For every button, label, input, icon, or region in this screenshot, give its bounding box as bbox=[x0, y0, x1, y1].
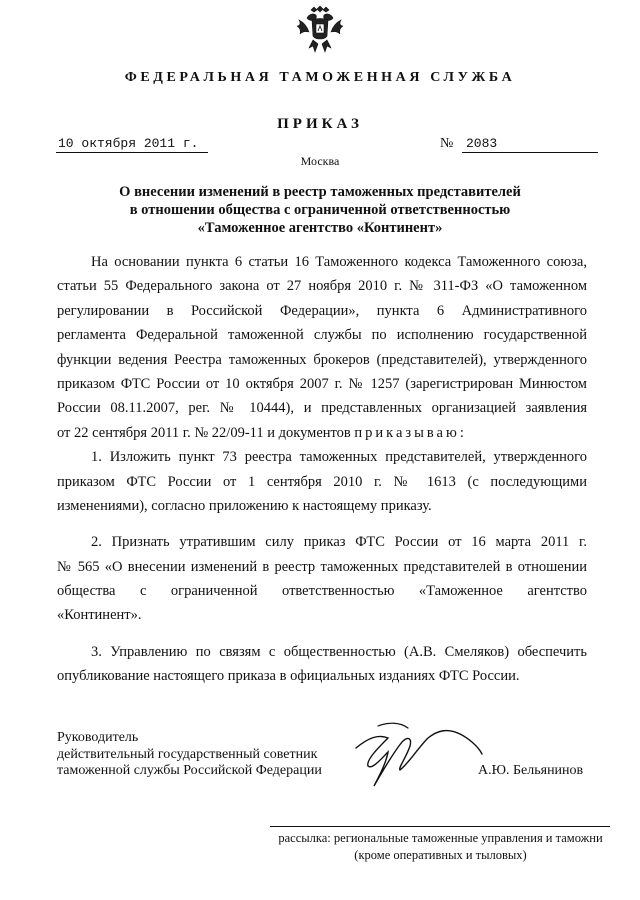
item-3-line: опубликование настоящего приказа в официальных изданиях ФТС России. bbox=[57, 668, 520, 685]
order-number: 2083 bbox=[462, 136, 598, 153]
order-date: 10 октября 2011 г. bbox=[56, 136, 208, 153]
order-word: приказываю: bbox=[354, 424, 467, 441]
city: Москва bbox=[300, 154, 340, 168]
preamble-line: статьи 55 Федерального закона от 27 ноября 2010 г. № 311-ФЗ «О таможенном bbox=[57, 278, 587, 295]
subject-line: О внесении изменений в реестр таможенных представителей bbox=[119, 184, 521, 200]
distribution-divider bbox=[270, 826, 610, 827]
preamble-last-line bbox=[57, 421, 587, 445]
preamble-line: регламента Федеральной таможенной службы по исполнению государственной bbox=[57, 327, 587, 344]
item-1-line: 1. Изложить пункт 73 реестра таможенных представителей, утвержденного bbox=[91, 449, 587, 466]
item-1-line: изменениями), согласно приложению к настоящему приказу. bbox=[57, 497, 432, 514]
preamble-line: функции ведения Реестра таможенных брокеров (представителей), утвержденного bbox=[57, 351, 587, 368]
order-number-label: № bbox=[440, 136, 454, 151]
subject-line: «Таможенное агентство «Континент» bbox=[197, 220, 443, 236]
preamble-line: приказом ФТС России от 10 октября 2007 г. № 1257 (зарегистрирован Минюстом bbox=[57, 375, 587, 392]
agency-name: ФЕДЕРАЛЬНАЯ ТАМОЖЕННАЯ СЛУЖБА bbox=[124, 70, 516, 85]
order-body bbox=[57, 250, 587, 689]
signer-position-line: действительный государственный советник bbox=[57, 746, 318, 762]
signer-position bbox=[57, 730, 322, 780]
document-type-title: ПРИКАЗ bbox=[277, 116, 363, 132]
item-2-line: 2. Признать утратившим силу приказ ФТС России от 16 марта 2011 г. bbox=[91, 534, 587, 551]
preamble-line: На основании пункта 6 статьи 16 Таможенного кодекса Таможенного союза, bbox=[91, 254, 587, 270]
subject-line: в отношении общества с ограниченной ответственностью bbox=[129, 202, 511, 218]
preamble-line: регулировании в Российской Федерации», пункта 6 Административного bbox=[57, 302, 587, 319]
signer-position-line: Руководитель bbox=[57, 730, 139, 745]
handwritten-signature bbox=[348, 708, 488, 790]
item-2-line: № 565 «О внесении изменений в реестр таможенных представителей в отношении bbox=[57, 558, 587, 575]
signer-position-line: таможенной службы Российской Федерации bbox=[57, 763, 322, 778]
preamble-line: России 08.11.2007, рег. № 10444), и представленных организацией заявления bbox=[57, 400, 587, 417]
order-subject bbox=[60, 183, 580, 237]
distribution-line: (кроме оперативных и тыловых) bbox=[354, 848, 527, 862]
coat-of-arms-emblem bbox=[297, 6, 343, 56]
item-2-line: общества с ограниченной ответственностью «Таможенное агентство bbox=[57, 583, 587, 600]
item-1-line: приказом ФТС России от 1 сентября 2010 г. № 1613 (с последующими bbox=[57, 473, 587, 490]
distribution-line: рассылка: региональные таможенные управления и таможни bbox=[278, 831, 603, 845]
distribution-list bbox=[268, 830, 613, 864]
item-3-line: 3. Управлению по связям с общественностью (А.В. Смеляков) обеспечить bbox=[91, 643, 587, 660]
item-2-line: «Континент». bbox=[57, 607, 142, 624]
signer-name: А.Ю. Бельянинов bbox=[478, 763, 584, 778]
preamble-last-text: от 22 сентября 2011 г. № 22/09-11 и документов bbox=[57, 424, 351, 441]
